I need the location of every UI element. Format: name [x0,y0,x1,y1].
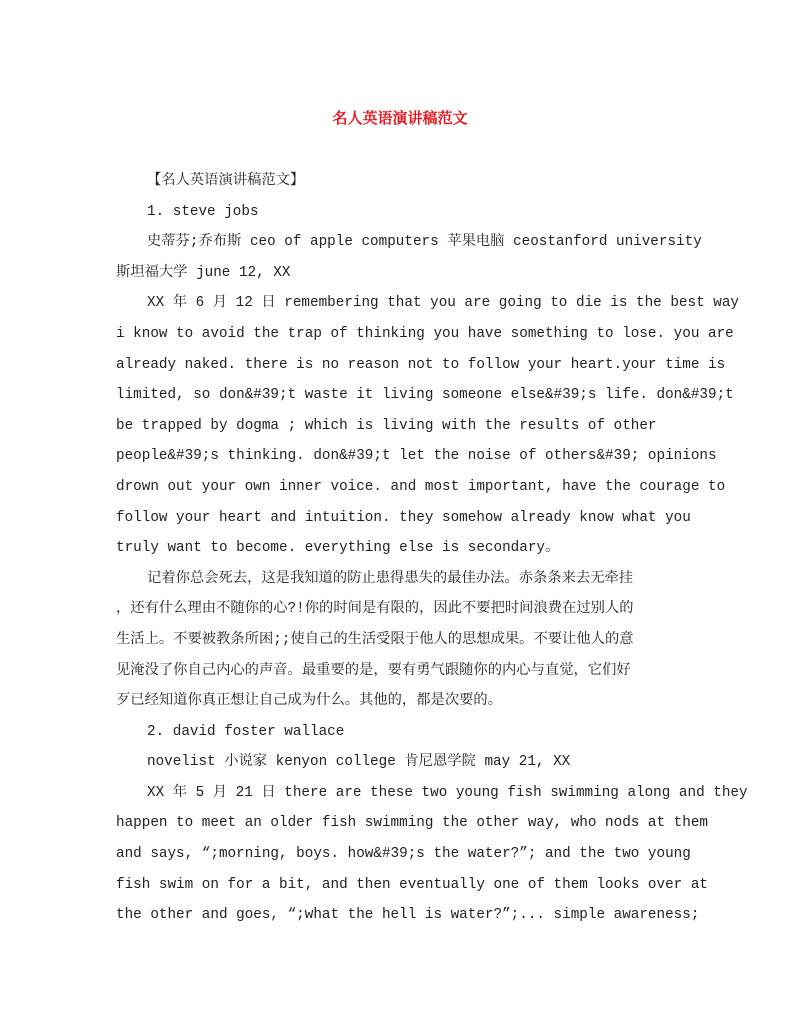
text-line: the other and goes, “;what the hell is water?”;... simple awareness; [116,907,700,924]
text-line: XX 年 6 月 12 日 remembering that you are going to die is the best way [147,295,739,312]
text-line: limited, so don&#39;t waste it living someone else&#39;s life. don&#39;t [116,387,734,404]
text-line: 2. david foster wallace [147,723,345,740]
text-line: 生活上。不要被教条所困;;使自己的生活受限于他人的思想成果。不要让他人的意 [116,631,634,648]
text-line: and says, “;morning, boys. how&#39;s the water?”; and the two young [116,846,691,863]
text-line: follow your heart and intuition. they somehow already know what you [116,509,691,526]
text-line: 【名人英语演讲稿范文】 [147,173,305,189]
text-line: already naked. there is no reason not to follow your heart.your time is [116,356,726,373]
text-line: 斯坦福大学 june 12, XX [116,264,291,281]
text-line: drown out your own inner voice. and most important, have the courage to [116,478,726,495]
text-line: 见淹没了你自己内心的声音。最重要的是，要有勇气跟随你的内心与直觉，它们好 [116,662,631,679]
text-line: fish swim on for a bit, and then eventually one of them looks over at [116,876,708,893]
text-line: ，还有什么理由不随你的心?!你的时间是有限的，因此不要把时间浪费在过别人的 [116,601,634,618]
text-line: be trapped by dogma ; which is living with the results of other [116,417,657,434]
text-line: happen to meet an older fish swimming the other way, who nods at them [116,815,708,832]
text-line: truly want to become. everything else is secondary。 [116,540,560,557]
text-line: XX 年 5 月 21 日 there are these two young fish swimming along and they [147,784,748,801]
text-line: people&#39;s thinking. don&#39;t let the noise of others&#39; opinions [116,448,717,465]
text-line: 记着你总会死去，这是我知道的防止患得患失的最佳办法。赤条条来去无牵挂 [147,570,634,587]
text-line: 1. steve jobs [147,203,259,220]
document-title: 名人英语演讲稿范文 [332,109,468,127]
text-line: novelist 小说家 kenyon college 肯尼恩学院 may 21, XX [147,754,571,771]
document-body [116,171,748,936]
text-line: i know to avoid the trap of thinking you have something to lose. you are [116,325,734,342]
text-line: 歹已经知道你真正想让自己成为什么。其他的，都是次要的。 [116,693,503,710]
text-line: 史蒂芬;乔布斯 ceo of apple computers 苹果电脑 ceostanford university [147,234,702,251]
